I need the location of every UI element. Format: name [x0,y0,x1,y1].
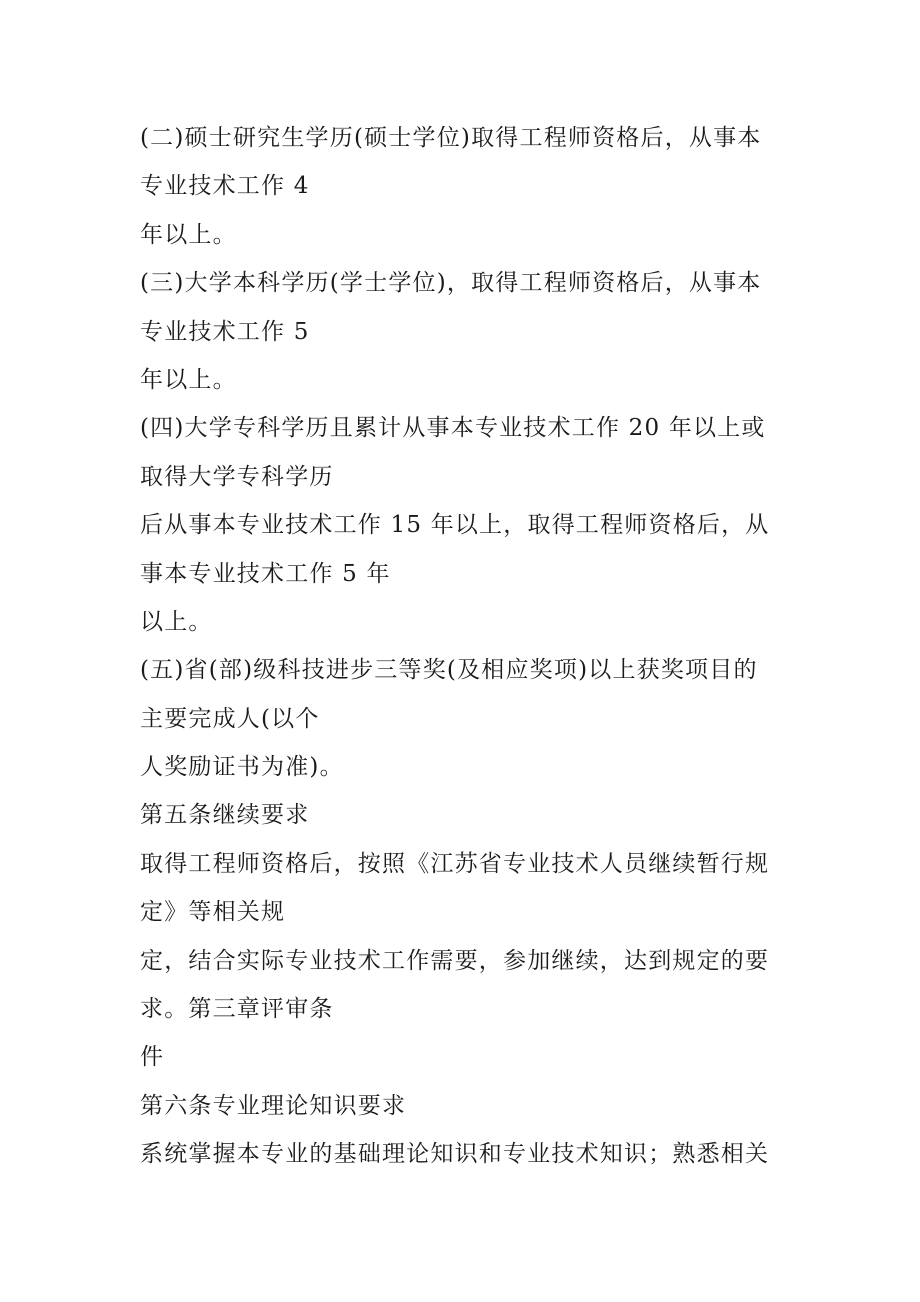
document-body [140,114,790,1179]
section-heading: 第五条继续要求 [140,802,310,829]
text-line: 后从事本专业技术工作 15 年以上，取得工程师资格后，从 [140,512,770,539]
text-line: (二)硕士研究生学历(硕士学位)取得工程师资格后，从事本 [140,125,762,151]
text-line: 人奖励证书为准)。 [140,754,344,781]
text-line: 定，结合实际专业技术工作需要，参加继续，达到规定的要 [140,947,770,974]
text-line: 取得大学专科学历 [140,463,334,490]
text-line: 主要完成人(以个 [140,705,320,732]
text-line: (三)大学本科学历(学士学位)，取得工程师资格后，从事本 [140,270,762,297]
text-line: (四)大学专科学历且累计从事本专业技术工作 20 年以上或 [140,415,766,442]
text-line: 系统掌握本专业的基础理论知识和专业技术知识；熟悉相关 [140,1141,770,1168]
text-line: 件 [140,1044,165,1071]
text-line: 事本专业技术工作 5 年 [140,560,391,587]
text-line: 定》等相关规 [140,899,286,926]
text-line: 专业技术工作 5 [140,318,310,345]
text-line: 取得工程师资格后，按照《江苏省专业技术人员继续暂行规 [140,850,770,877]
text-line: (五)省(部)级科技进步三等奖(及相应奖项)以上获奖项目的 [140,657,758,684]
text-line: 以上。 [140,608,213,635]
section-heading: 第六条专业理论知识要求 [140,1092,407,1119]
text-line: 求。第三章评审条 [140,996,334,1023]
text-line: 年以上。 [140,221,237,248]
text-line: 年以上。 [140,366,237,393]
text-line: 专业技术工作 4 [140,173,310,200]
